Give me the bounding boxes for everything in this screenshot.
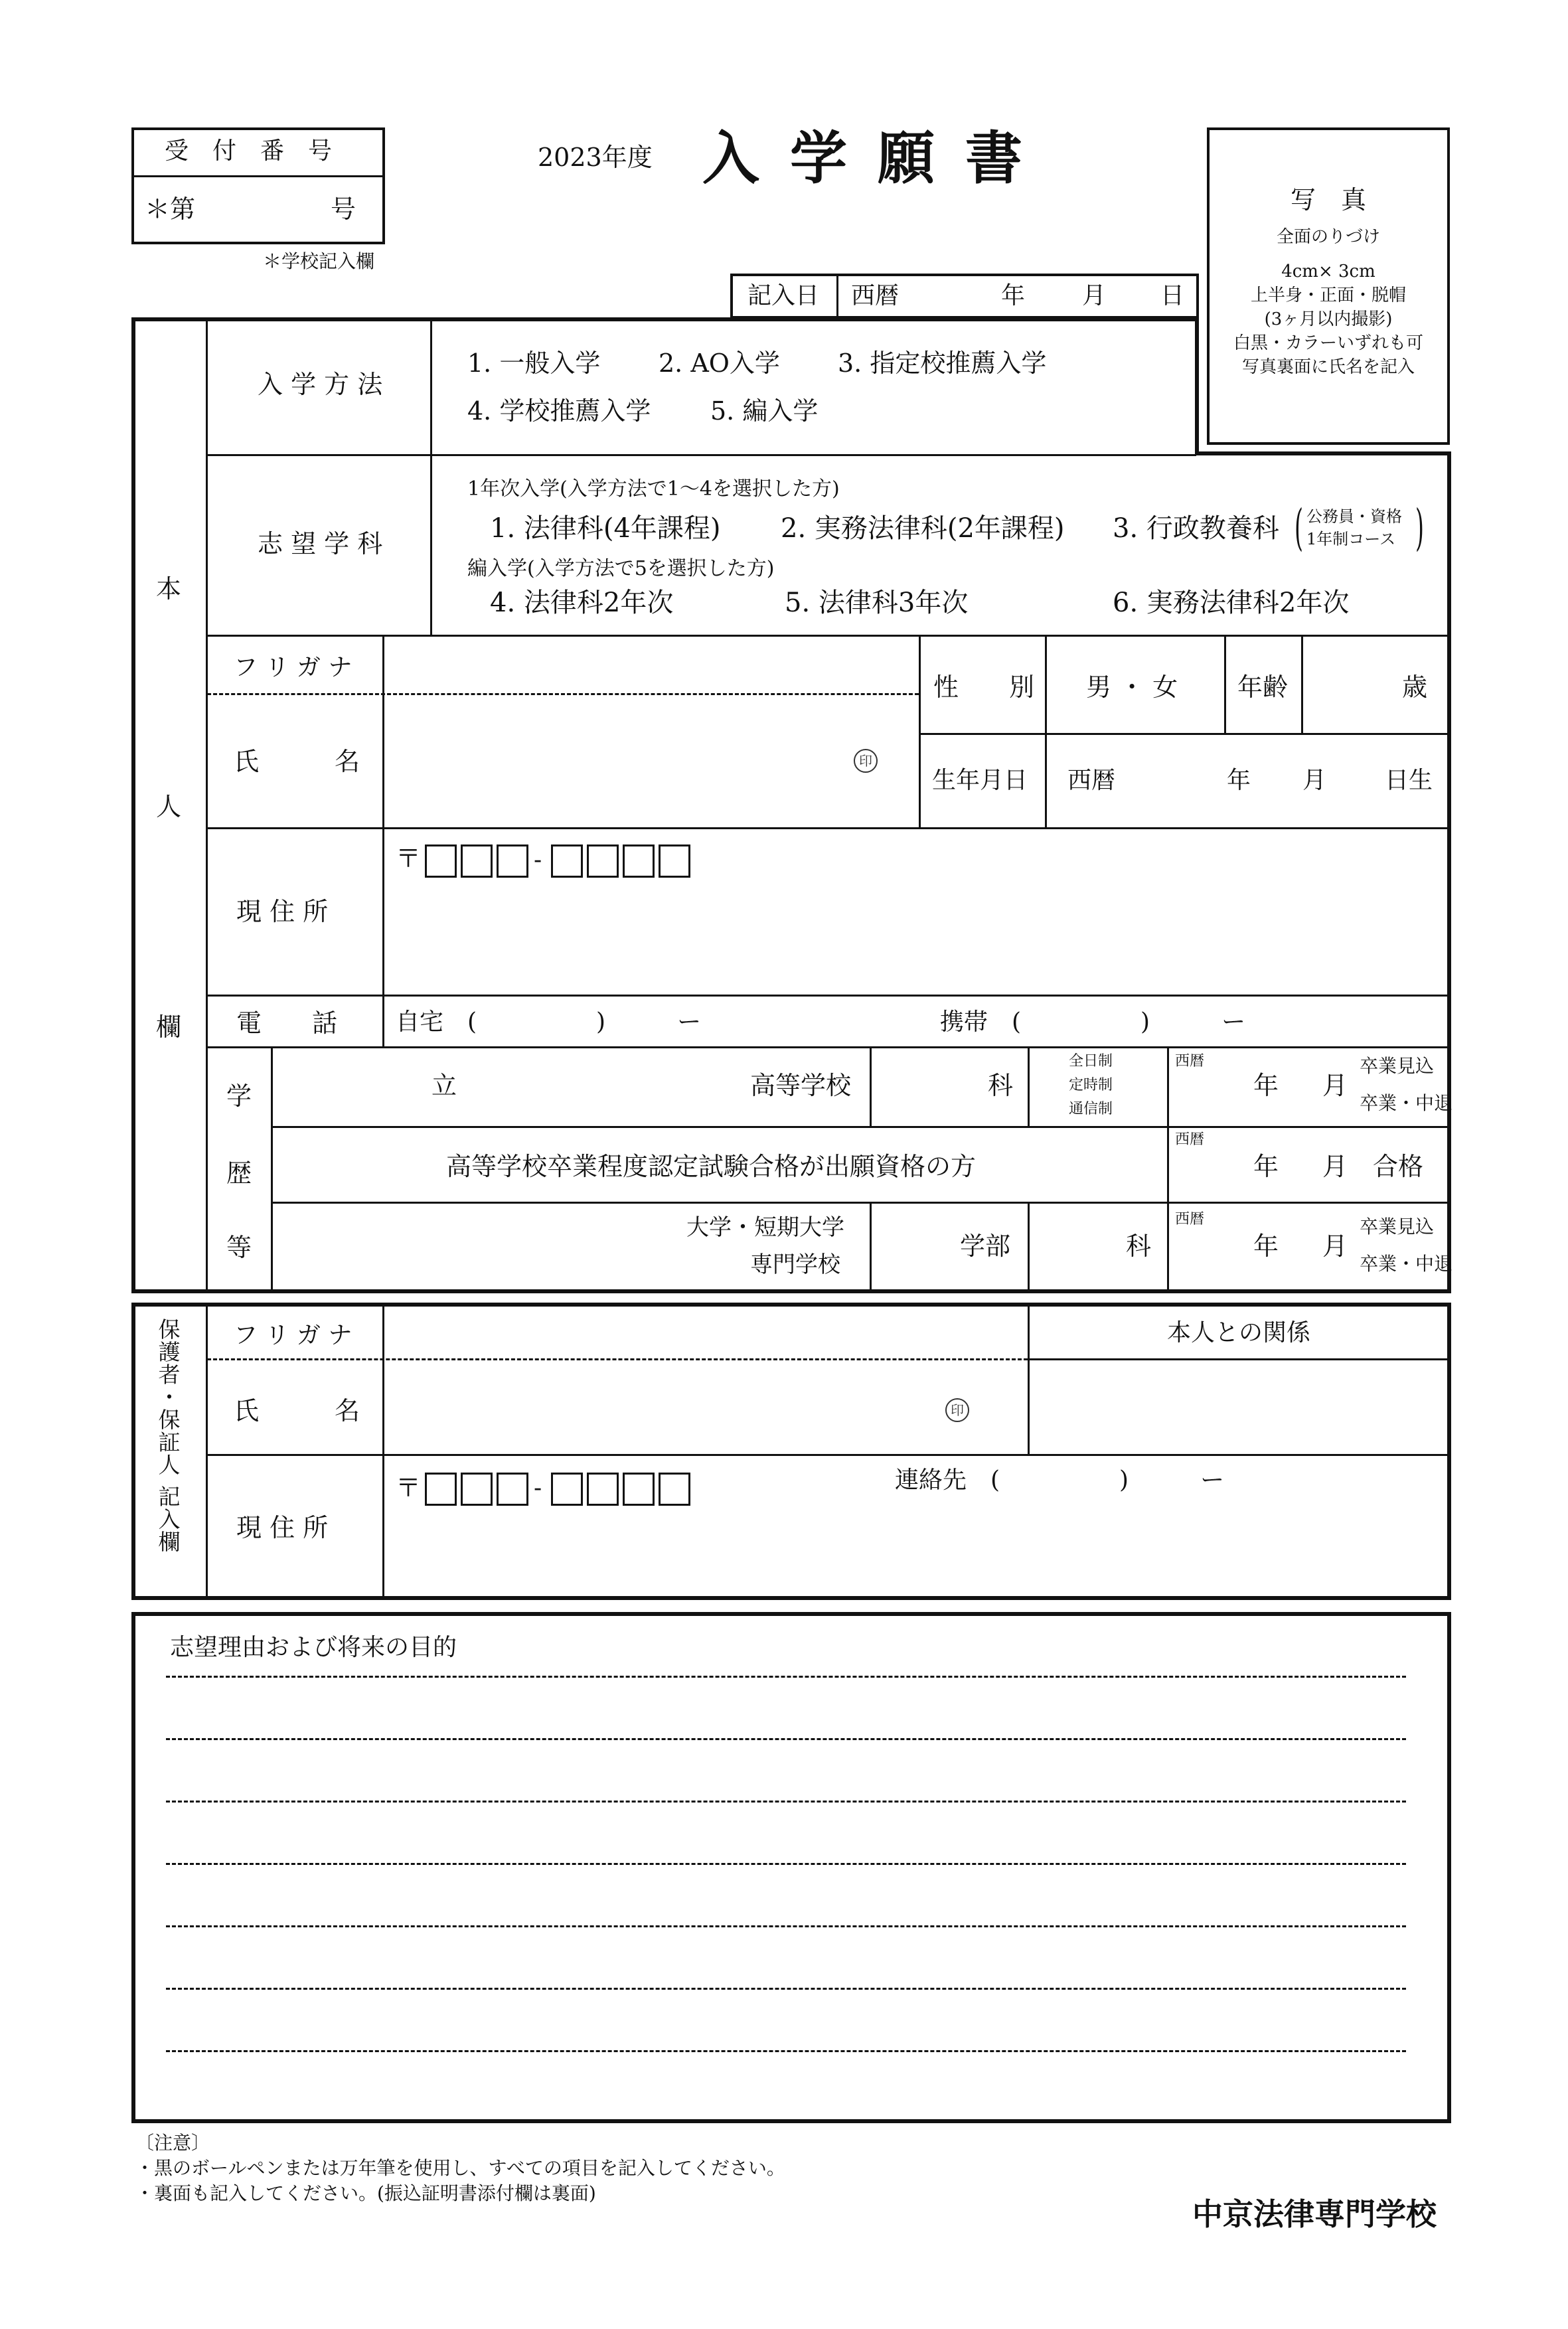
birth-year[interactable]: 年	[1227, 767, 1251, 794]
notes-item-1: ・黒のボールペンまたは万年筆を使用し、すべての項目を記入してください。	[135, 2157, 785, 2179]
reception-divider	[133, 175, 384, 177]
admission-option-3[interactable]: 3. 指定校推薦入学	[838, 349, 1047, 378]
school-name: 中京法律専門学校	[1192, 2196, 1437, 2232]
department-option-4[interactable]: 4. 法律科2年次	[490, 588, 674, 618]
guardian-label-6: 証	[158, 1429, 181, 1455]
guardian-relation-field[interactable]	[1030, 1361, 1447, 1453]
department-option-2[interactable]: 2. 実務法律科(2年課程)	[781, 513, 1065, 544]
guardian-postal-digit-5[interactable]	[587, 1473, 619, 1506]
phone-label: 電 話	[236, 1008, 338, 1038]
edu-row1-year[interactable]: 年	[1253, 1071, 1279, 1100]
birth-month[interactable]: 月	[1302, 767, 1327, 794]
admission-bottom-line	[207, 454, 1196, 456]
department-option-3[interactable]: 3. 行政教養科	[1113, 513, 1279, 544]
phone-bottom-line	[207, 1046, 1449, 1048]
guardian-name-field[interactable]	[385, 1361, 940, 1453]
guardian-label-11: 欄	[158, 1529, 181, 1555]
edu-row1-system-1[interactable]: 全日制	[1069, 1053, 1113, 1070]
phone-divider	[382, 996, 384, 1046]
edu-row1-month[interactable]: 月	[1322, 1071, 1348, 1100]
guardian-label-3: 者	[158, 1362, 181, 1388]
reason-line-1	[166, 1676, 1406, 1678]
edu-row3-era: 西暦	[1175, 1211, 1205, 1228]
reason-line-3	[166, 1801, 1406, 1803]
guardian-postal-digit-1[interactable]	[425, 1473, 457, 1506]
guardian-name-bottom-line	[207, 1454, 1449, 1456]
reason-line-5	[166, 1925, 1406, 1927]
photo-line-6: 写真裏面に氏名を記入	[1241, 357, 1415, 377]
guardian-name-label-divider	[382, 1305, 384, 1597]
postal-digit-5[interactable]	[587, 844, 619, 878]
admission-option-5[interactable]: 5. 編入学	[710, 396, 819, 426]
department-option-6[interactable]: 6. 実務法律科2年次	[1113, 588, 1350, 618]
applicant-label-3: 欄	[155, 1012, 181, 1042]
guardian-label-divider	[206, 1305, 208, 1597]
birth-era: 西暦	[1067, 767, 1116, 794]
reception-number-suffix: 号	[331, 195, 356, 224]
notes-item-2: ・裏面も記入してください。(振込証明書添付欄は裏面)	[135, 2182, 596, 2204]
notes-title: 〔注意〕	[135, 2132, 210, 2154]
guardian-address-field[interactable]	[385, 1511, 1447, 1596]
reason-field[interactable]	[166, 1666, 1414, 2091]
first-year-note: 1年次入学(入学方法で1～4を選択した方)	[467, 477, 840, 501]
guardian-relation-line	[1028, 1358, 1449, 1360]
edu-row1-system-3[interactable]: 通信制	[1069, 1101, 1113, 1117]
department-option-3-paren-open: (	[1294, 499, 1303, 556]
guardian-address-label: 現 住 所	[236, 1513, 329, 1542]
edu-row1-div-3	[1167, 1048, 1169, 1291]
edu-row3-month[interactable]: 月	[1322, 1232, 1348, 1261]
transfer-note: 編入学(入学方法で5を選択した方)	[467, 557, 775, 580]
department-option-5[interactable]: 5. 法律科3年次	[785, 588, 969, 618]
edu-row1-div-2	[1028, 1048, 1030, 1127]
edu-row2-month[interactable]: 月	[1322, 1152, 1348, 1181]
furigana-dashed-line	[207, 693, 919, 695]
entry-date-year[interactable]: 年	[1001, 282, 1026, 309]
gender-bottom-line	[919, 733, 1449, 735]
admission-option-1[interactable]: 1. 一般入学	[467, 349, 601, 378]
form-year: 2023年度	[538, 143, 653, 172]
guardian-postal-digit-6[interactable]	[623, 1473, 655, 1506]
edu-row2-era: 西暦	[1175, 1131, 1205, 1148]
department-label: 志 望 学 科	[258, 529, 383, 558]
school-use-note: ＊学校記入欄	[263, 250, 375, 272]
postal-digit-6[interactable]	[623, 844, 655, 878]
edu-row1-bottom	[272, 1126, 1449, 1128]
edu-row3-status-2[interactable]: 卒業・中退	[1360, 1253, 1453, 1275]
reason-line-6	[166, 1988, 1406, 1990]
edu-row1-status-1[interactable]: 卒業見込	[1360, 1055, 1435, 1077]
education-label-divider	[271, 1048, 273, 1291]
edu-row2-text: 高等学校卒業程度認定試験合格が出願資格の方	[446, 1152, 977, 1181]
admission-label: 入 学 方 法	[258, 370, 383, 399]
edu-row1-dept: 科	[988, 1071, 1014, 1100]
entry-date-era: 西暦	[851, 282, 900, 309]
postal-digit-7[interactable]	[659, 844, 690, 878]
edu-row1-public: 立	[431, 1071, 457, 1100]
photo-title: 写 真	[1290, 185, 1366, 214]
edu-row1-system-2[interactable]: 定時制	[1069, 1077, 1113, 1093]
guardian-label-4: ・	[158, 1384, 181, 1410]
address-divider	[382, 829, 384, 996]
name-label-divider	[382, 636, 384, 829]
edu-row1-school: 高等学校	[750, 1071, 852, 1100]
birth-day[interactable]: 日生	[1385, 767, 1433, 794]
edu-row3-div-2	[1028, 1203, 1030, 1291]
edu-row3-status-1[interactable]: 卒業見込	[1360, 1216, 1435, 1238]
postal-digit-4[interactable]	[551, 844, 583, 878]
guardian-label-1: 保	[158, 1317, 181, 1342]
entry-date-divider	[836, 275, 838, 317]
guardian-postal-digit-3[interactable]	[497, 1473, 528, 1506]
photo-line-2: 4cm× 3cm	[1281, 262, 1375, 281]
guardian-label-9: 記	[158, 1484, 181, 1510]
address-label: 現 住 所	[236, 897, 329, 926]
education-label-3: 等	[226, 1233, 252, 1262]
guardian-furigana-dashed-line	[207, 1358, 1028, 1360]
guardian-postal-digit-2[interactable]	[461, 1473, 493, 1506]
edu-row3-year[interactable]: 年	[1253, 1232, 1279, 1261]
guardian-label-7: 人	[158, 1452, 181, 1478]
admission-option-2[interactable]: 2. AO入学	[659, 349, 780, 378]
guardian-seal-mark: 印	[945, 1398, 969, 1422]
guardian-relation-label: 本人との関係	[1166, 1319, 1310, 1346]
edu-row2-bottom	[272, 1202, 1449, 1204]
guardian-furigana-label: フ リ ガ ナ	[234, 1322, 353, 1349]
admission-option-4[interactable]: 4. 学校推薦入学	[467, 396, 651, 426]
admission-divider	[430, 319, 432, 636]
furigana-label: フ リ ガ ナ	[234, 654, 353, 681]
age-divider	[1301, 636, 1303, 734]
guardian-vertical-label	[154, 1319, 185, 1554]
guardian-postal-hyphen: -	[534, 1475, 542, 1502]
photo-line-3: 上半身・正面・脱帽	[1250, 285, 1406, 305]
guardian-postal-mark: 〒	[396, 1473, 422, 1502]
postal-digit-3[interactable]	[497, 844, 528, 878]
page-title: 入 学 願 書	[702, 125, 1028, 192]
guardian-label-2: 護	[158, 1339, 181, 1365]
seal-mark: 印	[854, 749, 878, 773]
age-unit[interactable]: 歳	[1402, 673, 1428, 702]
gender-divider	[1045, 636, 1047, 829]
name-right-divider	[919, 636, 921, 829]
edu-row1-div-1	[870, 1048, 872, 1127]
applicant-label-1: 本	[155, 574, 181, 603]
education-label-1: 学	[226, 1082, 252, 1111]
edu-row1-era: 西暦	[1175, 1053, 1205, 1070]
edu-row3-faculty: 学部	[960, 1232, 1011, 1261]
department-option-3-note-1: 公務員・資格	[1306, 507, 1402, 526]
entry-date-label: 記入日	[747, 282, 820, 309]
name-bottom-line	[207, 827, 1449, 829]
gender-options[interactable]: 男 ・ 女	[1086, 673, 1178, 702]
age-left-divider	[1224, 636, 1226, 734]
photo-line-4: (3ヶ月以内撮影)	[1264, 309, 1393, 329]
edu-row3-div-1	[870, 1203, 872, 1291]
postal-hyphen: -	[534, 846, 542, 874]
age-label: 年齢	[1237, 673, 1289, 702]
applicant-label-divider	[206, 319, 208, 1289]
address-field[interactable]	[385, 883, 1447, 993]
edu-row3-school-1: 大学・短期大学	[686, 1214, 844, 1241]
edu-row3-dept: 科	[1126, 1232, 1152, 1261]
reception-number-prefix: ＊第	[145, 195, 196, 224]
department-option-3-paren-close: )	[1415, 499, 1424, 556]
department-option-3-note-2: 1年制コース	[1306, 530, 1396, 548]
phone-mobile[interactable]: 携帯 ( ) ー	[940, 1008, 1246, 1036]
guardian-postal-digit-4[interactable]	[551, 1473, 583, 1506]
phone-home[interactable]: 自宅 ( ) ー	[396, 1008, 702, 1036]
reason-line-4	[166, 1863, 1406, 1865]
applicant-label-2: 人	[155, 792, 181, 821]
department-option-1[interactable]: 1. 法律科(4年課程)	[490, 513, 721, 544]
name-label: 氏 名	[234, 747, 360, 776]
reason-line-7	[166, 2050, 1406, 2052]
guardian-contact[interactable]: 連絡先 ( ) ー	[895, 1467, 1225, 1494]
education-label-2: 歴	[226, 1159, 252, 1188]
gender-label: 性 別	[933, 673, 1035, 702]
reason-line-2	[166, 1738, 1406, 1740]
edu-row3-school-2: 専門学校	[750, 1251, 840, 1278]
photo-line-5: 白黒・カラーいずれも可	[1233, 333, 1423, 353]
edu-row1-status-2[interactable]: 卒業・中退	[1360, 1092, 1453, 1114]
postal-digit-2[interactable]	[461, 844, 493, 878]
guardian-furigana-field[interactable]	[385, 1307, 1026, 1357]
edu-row2-year[interactable]: 年	[1253, 1152, 1279, 1181]
reason-label: 志望理由および将来の目的	[170, 1634, 457, 1661]
address-bottom-line	[207, 995, 1449, 997]
birth-label: 生年月日	[932, 767, 1028, 794]
postal-mark: 〒	[396, 844, 422, 873]
department-bottom-line	[207, 635, 1449, 637]
entry-date-day[interactable]: 日	[1160, 282, 1185, 309]
furigana-field[interactable]	[385, 637, 919, 692]
name-field[interactable]	[385, 696, 850, 826]
entry-date-month[interactable]: 月	[1082, 282, 1107, 309]
guardian-label-10: 入	[158, 1506, 181, 1532]
edu-row2-status[interactable]: 合格	[1373, 1152, 1424, 1181]
guardian-label-5: 保	[158, 1407, 181, 1433]
guardian-postal-digit-7[interactable]	[659, 1473, 690, 1506]
guardian-name-label: 氏 名	[234, 1396, 360, 1425]
reception-number-label: 受 付 番 号	[165, 137, 333, 165]
postal-digit-1[interactable]	[425, 844, 457, 878]
photo-line-1: 全面のりづけ	[1276, 227, 1380, 247]
